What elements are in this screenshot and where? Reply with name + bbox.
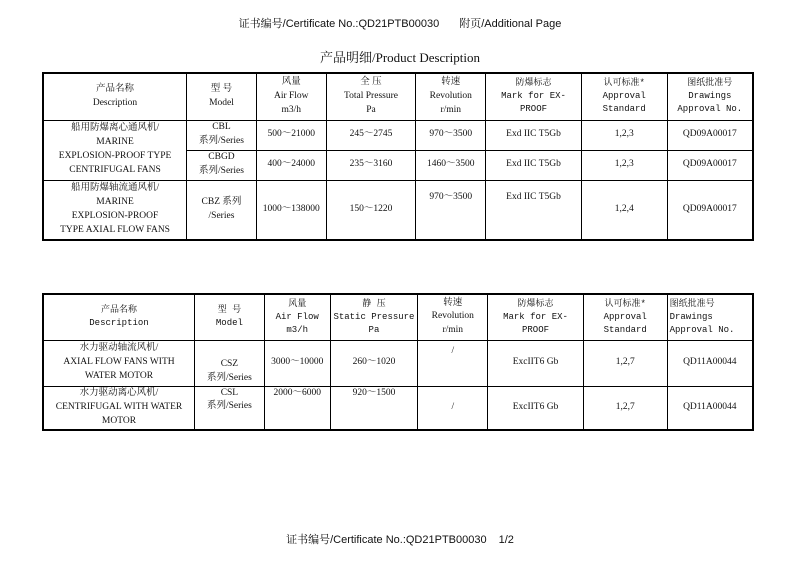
table-header-row [43, 73, 753, 120]
header-cell: 风量 Air Flow m3/h [264, 294, 330, 340]
airflow-cell: 1000～138000 [256, 180, 326, 240]
description-cell: 水力驱动轴流风机/ AXIAL FLOW FANS WITH WATER MOTOR [43, 340, 195, 386]
model-cell: CBGD 系列/Series [187, 150, 257, 180]
pressure-cell: 150～1220 [326, 180, 416, 240]
footer-certificate: 证书编号/Certificate No.:QD21PTB00030 [286, 534, 487, 546]
standard-cell: 1,2,3 [581, 150, 667, 180]
model-cell: CSL 系列/Series [195, 386, 265, 430]
page-number: 1/2 [498, 534, 514, 546]
header-cell: 转速 Revolution r/min [418, 294, 488, 340]
page-footer [0, 531, 800, 547]
header-cell: 全 压 Total Pressure Pa [326, 73, 416, 120]
header-cell: 产品名称 Description [43, 294, 195, 340]
exproof-mark-cell: Exd IIC T5Gb [486, 150, 582, 180]
standard-cell: 1,2,7 [583, 340, 667, 386]
model-cell: CBL 系列/Series [187, 120, 257, 150]
standard-cell: 1,2,7 [583, 386, 667, 430]
exproof-mark-cell: Exd IIC T5Gb [486, 180, 582, 240]
exproof-mark-cell: ExcIIT6 Gb [488, 340, 584, 386]
airflow-cell: 2000～6000 [264, 386, 330, 430]
model-cell: CBZ 系列 /Series [187, 180, 257, 240]
header-cell: 产品名称 Description [43, 73, 187, 120]
product-table-1 [42, 72, 754, 241]
header-cell: 防爆标志 Mark for EX-PROOF [488, 294, 584, 340]
description-cell: 船用防爆轴流通风机/ MARINE EXPLOSION-PROOF TYPE AXIAL FLOW FANS [43, 180, 187, 240]
pressure-cell: 245～2745 [326, 120, 416, 150]
drawing-cell: QD11A00044 [667, 386, 753, 430]
table-row [43, 386, 753, 430]
header-cell: 型 号 Model [187, 73, 257, 120]
model-cell: CSZ 系列/Series [195, 340, 265, 386]
revolution-cell: / [418, 340, 488, 386]
header-cell: 型 号 Model [195, 294, 265, 340]
pressure-cell: 235～3160 [326, 150, 416, 180]
revolution-cell: 970～3500 [416, 180, 486, 240]
product-table-2 [42, 293, 754, 431]
drawing-cell: QD09A00017 [667, 150, 753, 180]
description-cell: 水力驱动离心风机/ CENTRIFUGAL WITH WATER MOTOR [43, 386, 195, 430]
header-cell: 静 压 Static Pressure Pa [330, 294, 418, 340]
drawing-cell: QD09A00017 [667, 180, 753, 240]
airflow-cell: 3000～10000 [264, 340, 330, 386]
table-header-row [43, 294, 753, 340]
page-header [0, 15, 800, 31]
header-cell: 风量 Air Flow m3/h [256, 73, 326, 120]
airflow-cell: 500～21000 [256, 120, 326, 150]
header-cell: 认可标准* Approval Standard [581, 73, 667, 120]
pressure-cell: 260～1020 [330, 340, 418, 386]
table-row [43, 180, 753, 240]
revolution-cell: / [418, 386, 488, 430]
drawing-cell: QD11A00044 [667, 340, 753, 386]
header-cell: 防爆标志 Mark for EX-PROOF [486, 73, 582, 120]
header-cell: 转速 Revolution r/min [416, 73, 486, 120]
revolution-cell: 1460～3500 [416, 150, 486, 180]
header-additional-page: 附页/Additional Page [459, 18, 562, 30]
airflow-cell: 400～24000 [256, 150, 326, 180]
header-certificate: 证书编号/Certificate No.:QD21PTB00030 [238, 18, 440, 30]
standard-cell: 1,2,3 [581, 120, 667, 150]
revolution-cell: 970～3500 [416, 120, 486, 150]
header-cell: 图纸批准号 Drawings Approval No. [667, 73, 753, 120]
drawing-cell: QD09A00017 [667, 120, 753, 150]
standard-cell: 1,2,4 [581, 180, 667, 240]
table-row [43, 120, 753, 150]
pressure-cell: 920～1500 [330, 386, 418, 430]
page-title: 产品明细/Product Description [320, 50, 480, 65]
header-cell: 认可标准* Approval Standard [583, 294, 667, 340]
table-row [43, 340, 753, 386]
description-cell: 船用防爆离心通风机/ MARINE EXPLOSION-PROOF TYPE CENTRIFUGAL FANS [43, 120, 187, 180]
exproof-mark-cell: ExcIIT6 Gb [488, 386, 584, 430]
header-cell: 图纸批准号 Drawings Approval No. [667, 294, 753, 340]
exproof-mark-cell: Exd IIC T5Gb [486, 120, 582, 150]
